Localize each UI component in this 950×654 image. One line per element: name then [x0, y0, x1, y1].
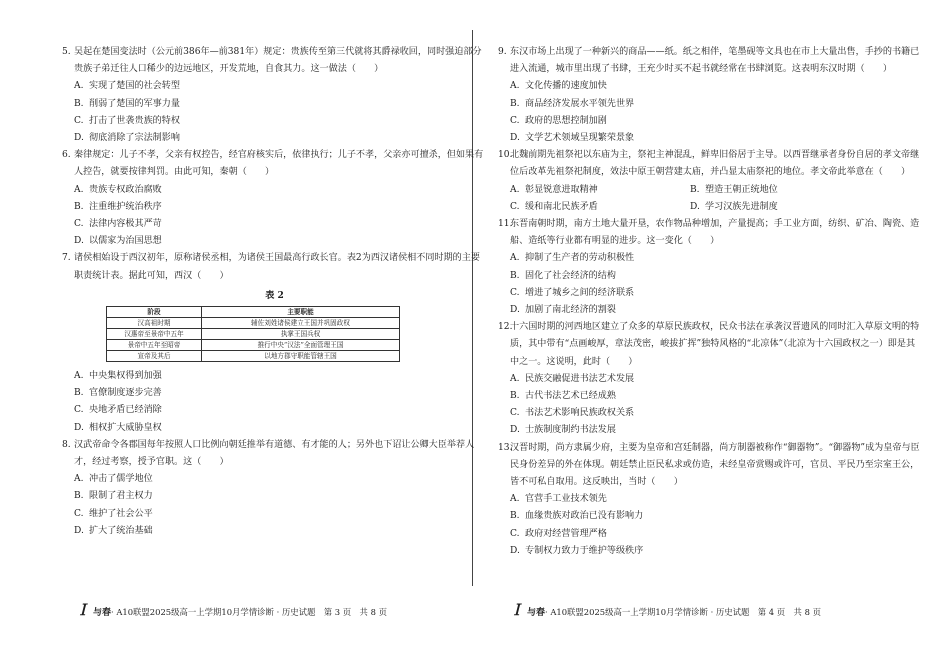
question-stem: 8. 汉武帝命令各郡国每年按照人口比例向朝廷推举有道德、有才能的人；另外也下诏让公卿大臣举荐人才，经过考察，授予官职。这（ ） — [62, 437, 487, 471]
option-c: C. 打击了世袭贵族的特权 — [74, 115, 180, 126]
question-5 — [62, 44, 487, 147]
option-d: D. 学习汉族先进制度 — [690, 201, 778, 212]
question-number: 9. — [498, 47, 507, 57]
table-cell: 执掌王国兵权 — [202, 329, 400, 340]
table-cell: 以地方郡守职能管辖王国 — [202, 351, 400, 362]
option-a: A. 中央集权得到加强 — [74, 371, 162, 382]
table-cell: 推行中央“汉法”全面管理王国 — [202, 340, 400, 351]
option-b: B. 血缘贵族对政治已没有影响力 — [510, 511, 644, 522]
question-10 — [498, 147, 923, 216]
table-cell: 辅佐刘姓诸侯建立王国并巩固政权 — [202, 318, 400, 329]
question-number: 12. — [498, 322, 513, 333]
page-footer — [75, 599, 387, 620]
option-a: A. 官营手工业技术领先 — [510, 494, 607, 505]
table-title: 表 2 — [265, 289, 284, 301]
table-row — [107, 329, 400, 340]
question-stem: 7. 诸侯相始设于西汉初年，原称诸侯丞相，为诸侯王国最高行政长官。表2为西汉诸侯相不同时期的主要职责统计表。据此可知，西汉（ ） — [62, 250, 487, 284]
option-c: C. 维护了社会公平 — [74, 508, 153, 519]
table-row — [107, 318, 400, 329]
question-stem: 11.东晋南朝时期，南方土地大量开垦，农作物品种增加，产量提高；手工业方面，纺织、矿冶、陶瓷、造船、造纸等行业都有明显的进步。这一变化（ ） — [498, 216, 923, 250]
question-number: 8. — [62, 439, 71, 450]
option-c: C. 政府的思想控制加剧 — [510, 115, 607, 126]
option-b: B. 塑造王朝正统地位 — [690, 184, 778, 195]
option-c: C. 缓和南北民族矛盾 — [510, 201, 598, 212]
question-number: 10. — [498, 150, 513, 161]
option-a: A. 民族交融促进书法艺术发展 — [510, 373, 635, 384]
option-a: A. 贵族专权政治腐败 — [74, 184, 162, 195]
footer-text: · A10联盟2025级高一上学期10月学情诊断 · 历史试题 第 3 页 共 8 页 — [111, 607, 387, 617]
table-cell: 汉惠帝至景帝中五年 — [107, 329, 202, 340]
option-c: C. 央地矛盾已经消除 — [74, 405, 162, 416]
table-header: 主要职能 — [202, 307, 400, 318]
question-number: 5. — [62, 47, 71, 57]
question-stem: 5. 吴起在楚国变法时（公元前386年—前381年）规定：贵族传至第三代就将其爵禄收回，同时强迫部分贵族子弟迁往人口稀少的边远地区，开发荒地，自食其力。这一做法（ ） — [62, 44, 487, 78]
table-cell: 宣帝及其后 — [107, 351, 202, 362]
option-a: A. 冲击了儒学地位 — [74, 474, 153, 485]
option-d: D. 以儒家为治国思想 — [74, 236, 162, 247]
question-number: 13. — [498, 442, 513, 453]
footer-text: · A10联盟2025级高一上学期10月学情诊断 · 历史试题 第 4 页 共 8 页 — [545, 607, 821, 617]
question-stem: 9. 东汉市场上出现了一种新兴的商品——纸。纸之相伴，笔墨砚等文具也在市上大量出售，手抄的书籍已进入流通，城市里出现了书肆，王充少时买不起书就经常在书肆浏览。这表明东汉时期（ ） — [498, 44, 923, 78]
question-8 — [62, 437, 487, 540]
brand-logo-icon: Ｉ — [509, 601, 525, 619]
question-stem: 10.北魏前期先祖祭祀以东庙为主，祭祀主神混乱，鲜卑旧俗居于主导。以西晋继承者身份自居的孝文帝继位后改革先祖祭祀制度，效法中原王朝营建太庙，并凸显太庙祭祀的地位。孝文帝此举意在（ ） — [498, 147, 923, 181]
table-row — [107, 351, 400, 362]
brand-logo-icon: Ｉ — [75, 601, 91, 619]
question-7 — [62, 250, 487, 436]
question-12 — [498, 319, 923, 439]
option-b: B. 古代书法艺术已经成熟 — [510, 391, 616, 402]
question-6 — [62, 147, 487, 250]
option-d: D. 扩大了统治基础 — [74, 525, 153, 536]
question-number: 6. — [62, 150, 71, 161]
table-header-row — [107, 307, 400, 318]
question-stem: 13.汉晋时期，尚方隶属少府，主要为皇帝和宫廷制器，尚方制器被称作“御器物”。“御器物”成为皇帝与臣民身份差异的外在体现。朝廷禁止臣民私求或仿造，未经皇帝赏赐或许可，官员、平民乃至宗室王公，皆不可私自取用。这反映出，当时（ ） — [498, 440, 923, 492]
option-b: B. 注重维护统治秩序 — [74, 201, 162, 212]
option-d: D. 相权扩大威胁皇权 — [74, 422, 162, 433]
question-stem: 12.十六国时期的河西地区建立了众多的草原民族政权，民众书法在承袭汉晋遗风的同时汇入草原文明的特质，其中带有“点画峻厚，章法茂密，峻拔扩挥”独特风格的“北凉体”（北凉为十六国政权之一）即是其中之一。这说明，此时（ ） — [498, 319, 923, 371]
table-cell: 汉高祖时期 — [107, 318, 202, 329]
option-a: A. 抑制了生产者的劳动积极性 — [510, 253, 635, 264]
option-d: D. 加剧了南北经济的割裂 — [510, 305, 616, 316]
left-page — [62, 44, 487, 540]
question-9 — [498, 44, 923, 147]
duty-table — [106, 306, 400, 362]
option-c: C. 政府对经营管理严格 — [510, 528, 607, 539]
option-b: B. 商品经济发展水平领先世界 — [510, 98, 635, 109]
brand-name: 与春 — [93, 608, 112, 618]
option-d: D. 士族制度制约书法发展 — [510, 425, 616, 436]
option-b: B. 限制了君主权力 — [74, 491, 153, 502]
page-footer — [509, 599, 821, 620]
brand-name: 与春 — [527, 608, 546, 618]
question-13 — [498, 440, 923, 560]
table-cell: 景帝中五年至昭帝 — [107, 340, 202, 351]
option-a: A. 文化传播的速度加快 — [510, 81, 607, 92]
option-b: B. 削弱了楚国的军事力量 — [74, 98, 180, 109]
question-number: 11. — [498, 219, 513, 230]
option-b: B. 固化了社会经济的结构 — [510, 270, 616, 281]
option-d: D. 文学艺术领域呈现繁荣景象 — [510, 133, 635, 144]
option-d: D. 彻底消除了宗法制影响 — [74, 133, 180, 144]
option-grid — [498, 182, 923, 216]
option-c: C. 书法艺术影响民族政权关系 — [510, 408, 635, 419]
question-number: 7. — [62, 253, 71, 264]
question-stem: 6. 秦律规定：儿子不孝，父亲有权控告，经官府核实后，依律执行；儿子不孝，父亲亦可擅杀，但如果有人控告，就要按律判罚。由此可知，秦朝（ ） — [62, 147, 487, 181]
option-c: C. 法律内容极其严苛 — [74, 219, 162, 230]
table-row — [107, 340, 400, 351]
right-page — [498, 44, 923, 560]
table-header: 阶段 — [107, 307, 202, 318]
option-b: B. 官僚制度逐步完善 — [74, 388, 162, 399]
question-11 — [498, 216, 923, 319]
option-d: D. 专制权力致力于维护等级秩序 — [510, 545, 644, 556]
option-a: A. 实现了楚国的社会转型 — [74, 81, 180, 92]
option-c: C. 增进了城乡之间的经济联系 — [510, 287, 635, 298]
option-a: A. 彰显锐意进取精神 — [510, 184, 598, 195]
